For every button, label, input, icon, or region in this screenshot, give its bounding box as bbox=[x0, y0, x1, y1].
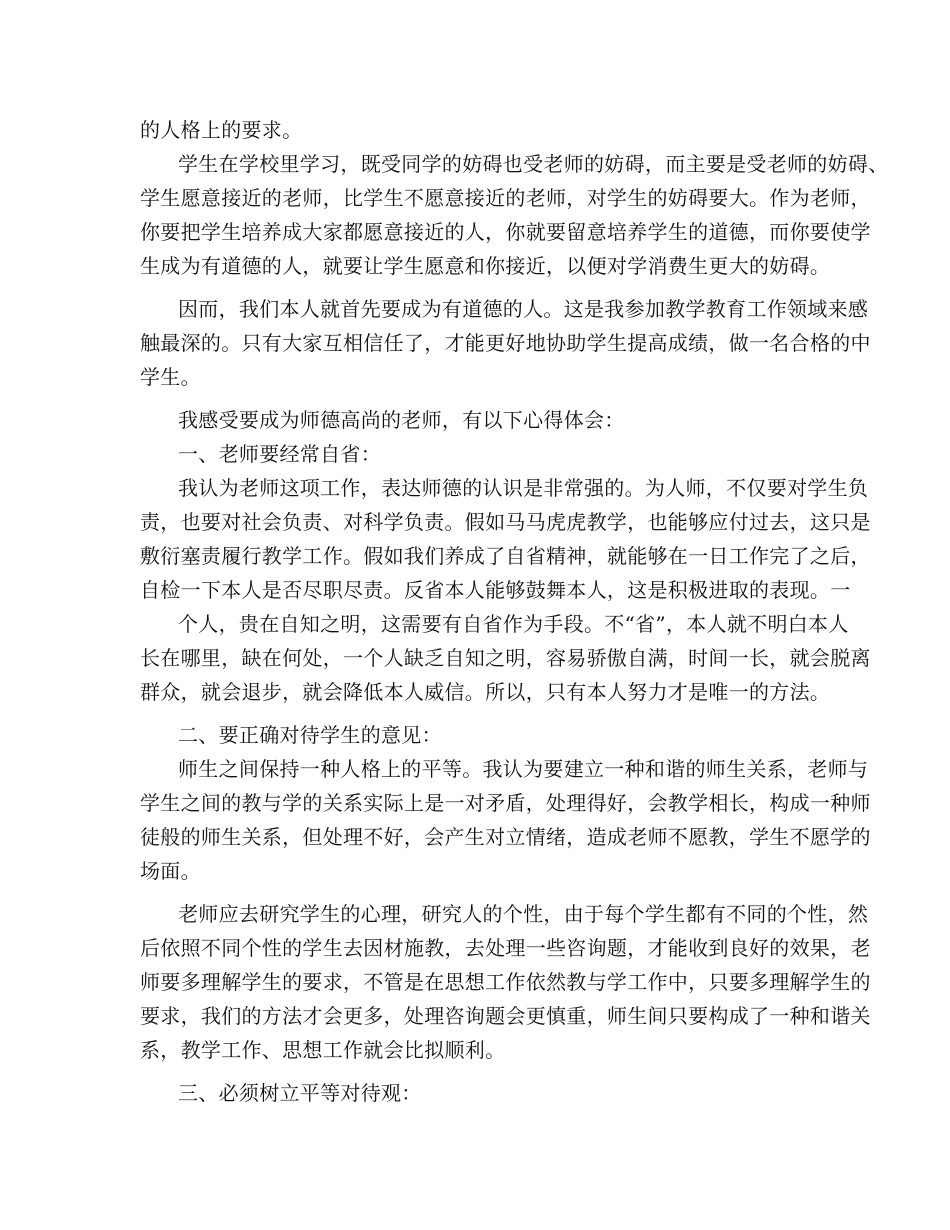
text-line: 责，也要对社会负责、对科学负责。假如马马虎虎教学，也能够应付过去，这只是 bbox=[140, 510, 871, 534]
text-line: 你要把学生培养成大家都愿意接近的人，你就要留意培养学生的道德，而你要使学 bbox=[140, 220, 871, 244]
text-line: 场面。 bbox=[140, 859, 201, 883]
text-line: 老师应去研究学生的心理，研究人的个性，由于每个学生都有不同的个性，然 bbox=[178, 902, 869, 926]
text-line: 的人格上的要求。 bbox=[140, 118, 303, 142]
text-line: 学生。 bbox=[140, 365, 201, 389]
text-line: 触最深的。只有大家互相信任了，才能更好地协助学生提高成绩，做一名合格的中 bbox=[140, 331, 871, 355]
section-heading: 一、老师要经常自省： bbox=[178, 442, 381, 466]
text-line: 因而，我们本人就首先要成为有道德的人。这是我参加教学教育工作领域来感 bbox=[178, 297, 869, 321]
text-line: 个人，贵在自知之明，这需要有自省作为手段。不“省”，本人就不明白本人 bbox=[178, 612, 849, 636]
text-line: 群众，就会退步，就会降低本人威信。所以，只有本人努力才是唯一的方法。 bbox=[140, 680, 831, 704]
text-line: 后依照不同个性的学生去因材施教，去处理一些咨询题，才能收到良好的效果，老 bbox=[140, 936, 871, 960]
text-line: 长在哪里，缺在何处，一个人缺乏自知之明，容易骄傲自满，时间一长，就会脱离 bbox=[140, 646, 871, 670]
text-line: 系，教学工作、思想工作就会比拟顺利。 bbox=[140, 1038, 506, 1062]
text-line: 学生在学校里学习，既受同学的妨碍也受老师的妨碍，而主要是受老师的妨碍、 bbox=[178, 152, 889, 176]
text-line: 生成为有道德的人，就要让学生愿意和你接近，以便对学消费生更大的妨碍。 bbox=[140, 254, 831, 278]
section-heading: 二、要正确对待学生的意见： bbox=[178, 723, 442, 747]
text-line: 我感受要成为师德高尚的老师，有以下心得体会： bbox=[178, 408, 625, 432]
text-line: 师要多理解学生的要求，不管是在思想工作依然教与学工作中，只要多理解学生的 bbox=[140, 970, 871, 994]
text-line: 学生之间的教与学的关系实际上是一对矛盾，处理得好，会教学相长，构成一种师 bbox=[140, 791, 871, 815]
text-line: 学生愿意接近的老师，比学生不愿意接近的老师，对学生的妨碍要大。作为老师， bbox=[140, 186, 871, 210]
text-line: 师生之间保持一种人格上的平等。我认为要建立一种和谐的师生关系，老师与 bbox=[178, 757, 869, 781]
section-heading: 三、必须树立平等对待观： bbox=[178, 1081, 422, 1105]
text-line: 自检一下本人是否尽职尽责。反省本人能够鼓舞本人，这是积极进取的表现。一 bbox=[140, 578, 851, 602]
text-line: 敷衍塞责履行教学工作。假如我们养成了自省精神，就能够在一日工作完了之后， bbox=[140, 544, 871, 568]
text-line: 要求，我们的方法才会更多，处理咨询题会更慎重，师生间只要构成了一种和谐关 bbox=[140, 1004, 871, 1028]
text-line: 我认为老师这项工作，表达师德的认识是非常强的。为人师，不仅要对学生负 bbox=[178, 476, 869, 500]
text-line: 徒般的师生关系，但处理不好，会产生对立情绪，造成老师不愿教，学生不愿学的 bbox=[140, 825, 871, 849]
